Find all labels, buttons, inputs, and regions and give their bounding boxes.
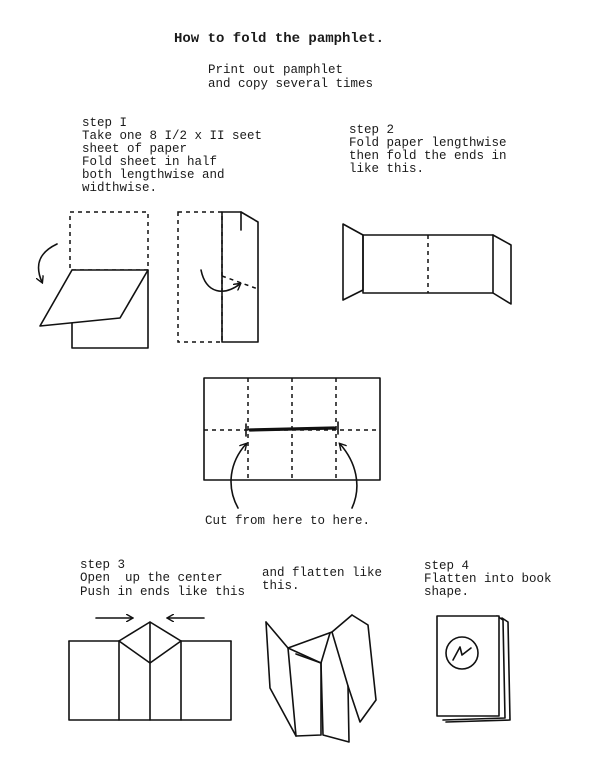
step-4-label: step 4: [424, 559, 470, 573]
step-1-line: sheet of paper: [82, 142, 188, 156]
cut-caption: Cut from here to here.: [205, 514, 371, 528]
step-1-line: both lengthwise and: [82, 168, 225, 182]
step-2-line: then fold the ends in: [349, 149, 507, 163]
step-3-label: step 3: [80, 558, 126, 572]
step-1-fold-side-drawing: [178, 212, 258, 342]
flatten-line: and flatten like: [262, 566, 383, 580]
step-2-line: Fold paper lengthwise: [349, 136, 507, 150]
cut-line: [250, 428, 334, 430]
step-2-line: like this.: [349, 162, 425, 176]
step-1-label: step I: [82, 116, 128, 130]
step-2-label: step 2: [349, 123, 395, 137]
step-1-line: widthwise.: [82, 181, 158, 195]
flatten-line: this.: [262, 579, 300, 593]
flatten-drawing: [266, 615, 376, 742]
step-2-folded-ends-drawing: [343, 224, 511, 304]
step-1-line: Take one 8 I/2 x II seet: [82, 129, 263, 143]
step-3-line: Push in ends like this: [80, 585, 246, 599]
step-4-line: shape.: [424, 585, 470, 599]
step-1-fold-down-drawing: [38, 212, 148, 348]
page-title: How to fold the pamphlet.: [174, 31, 385, 47]
step-1-line: Fold sheet in half: [82, 155, 218, 169]
step-4-line: Flatten into book: [424, 572, 552, 586]
cut-sheet-drawing: [204, 378, 380, 508]
intro-line-1: Print out pamphlet: [208, 63, 344, 77]
step-3-open-center-drawing: [69, 618, 231, 720]
step-3-line: Open up the center: [80, 571, 223, 585]
book-shape-drawing: [437, 616, 510, 722]
intro-line-2: and copy several times: [208, 77, 374, 91]
